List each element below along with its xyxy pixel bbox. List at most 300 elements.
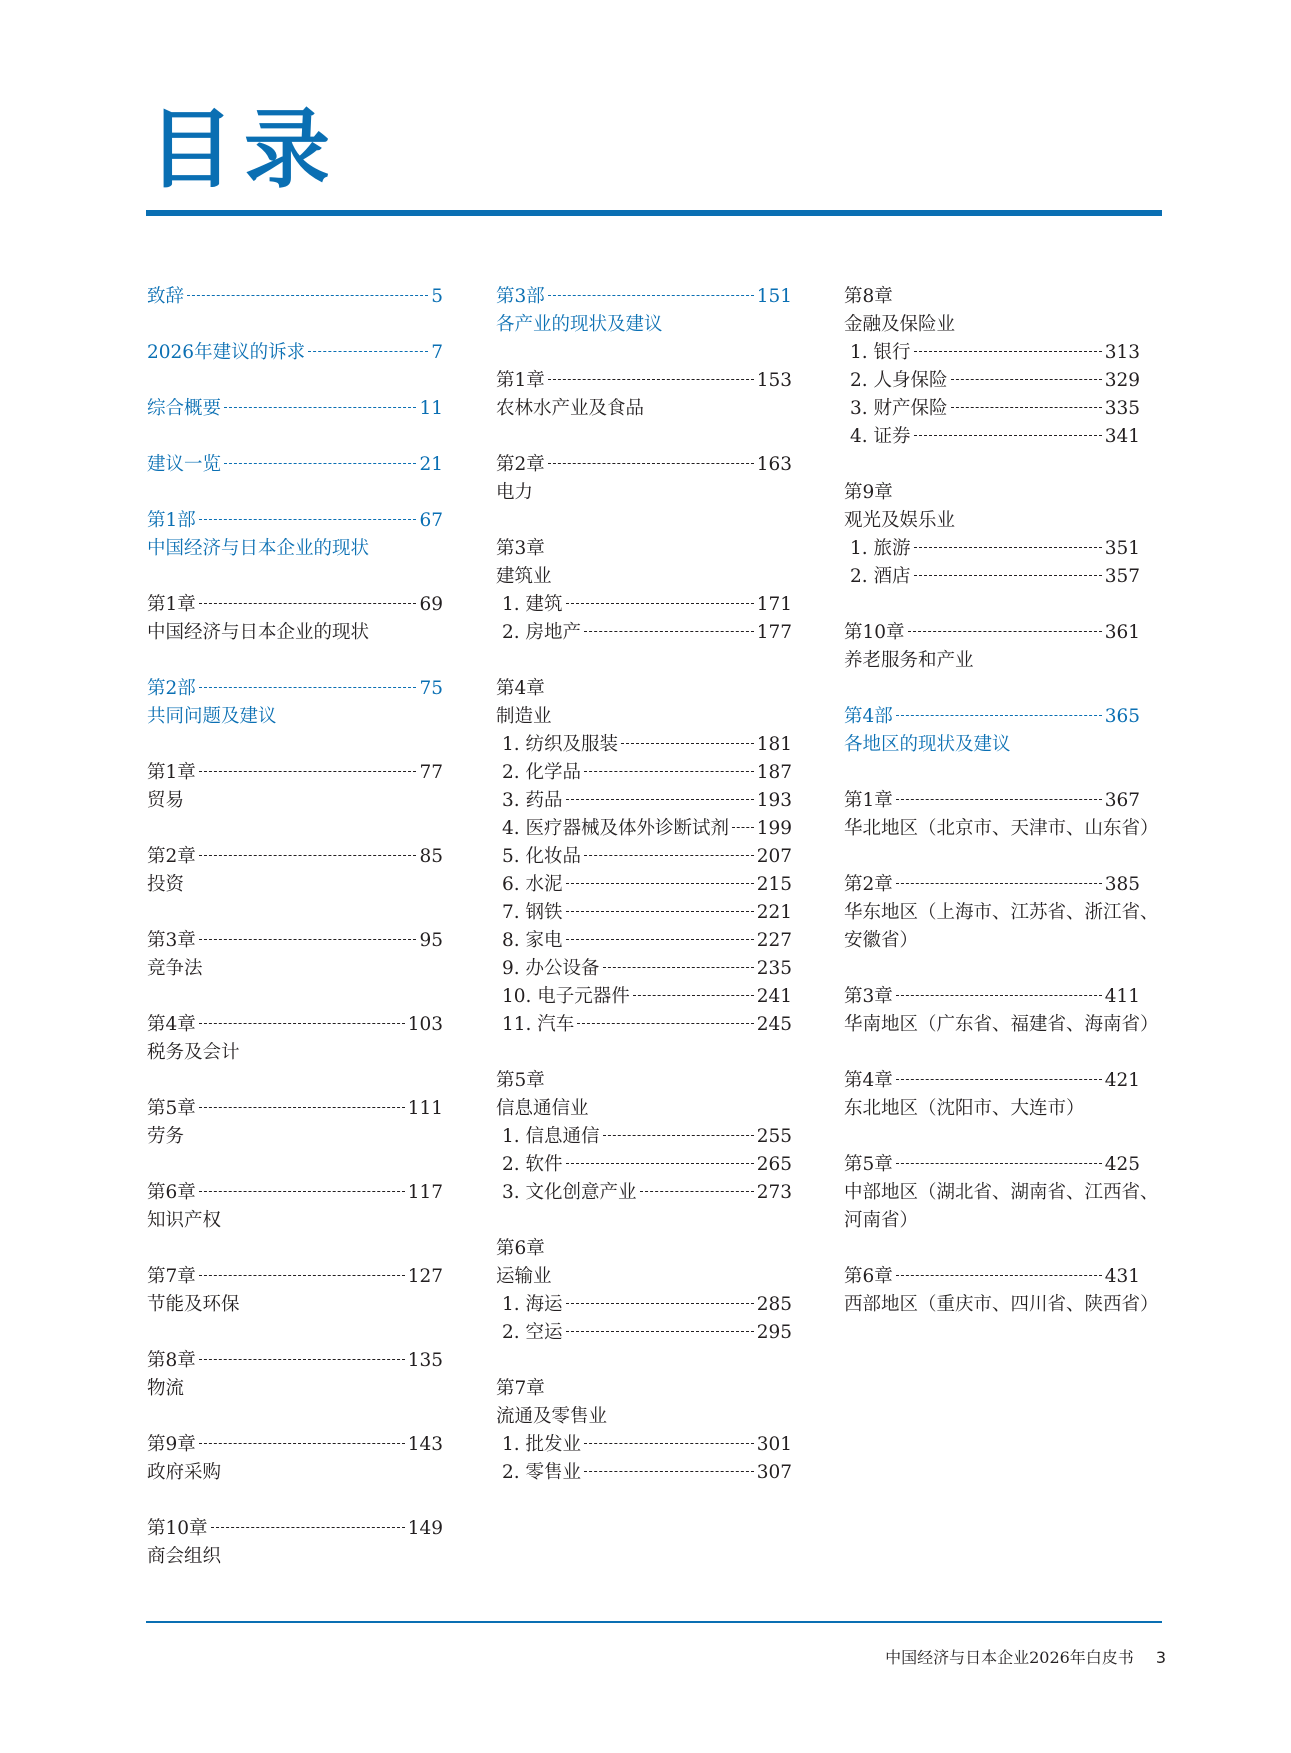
toc-entry-label: 第3章 bbox=[496, 538, 545, 559]
dot-leader bbox=[584, 771, 754, 772]
toc-entry bbox=[147, 339, 443, 367]
toc-entry-label: 第1章 bbox=[496, 370, 545, 391]
toc-entry-heading[interactable] bbox=[496, 675, 792, 703]
toc-page-number: 255 bbox=[756, 1126, 792, 1147]
toc-entry-label: 第3章 bbox=[147, 930, 196, 951]
toc-entry bbox=[147, 1095, 443, 1151]
toc-entry-heading[interactable] bbox=[844, 1151, 1140, 1179]
dot-leader bbox=[908, 631, 1102, 632]
dot-leader bbox=[896, 1163, 1102, 1164]
toc-entry-subtitle: 华东地区（上海市、江苏省、浙江省、 bbox=[844, 902, 1159, 923]
toc-entry-label: 1. 建筑 bbox=[502, 594, 563, 615]
toc-page-number: 151 bbox=[756, 286, 792, 307]
dot-leader bbox=[566, 603, 754, 604]
dot-leader bbox=[187, 295, 428, 296]
toc-subentry[interactable] bbox=[844, 339, 1140, 367]
toc-page-number: 75 bbox=[419, 678, 443, 699]
toc-entry bbox=[496, 535, 792, 647]
toc-entry-heading[interactable] bbox=[147, 451, 443, 479]
toc-entry bbox=[147, 1431, 443, 1487]
dot-leader bbox=[199, 1191, 405, 1192]
toc-page-number: 273 bbox=[756, 1182, 792, 1203]
toc-page-number: 365 bbox=[1104, 706, 1140, 727]
toc-entry-subtitle: 东北地区（沈阳市、大连市） bbox=[844, 1098, 1085, 1119]
toc-entry-heading[interactable] bbox=[844, 871, 1140, 899]
toc-entry bbox=[147, 1179, 443, 1235]
toc-page-number: 181 bbox=[756, 734, 792, 755]
toc-entry-label: 4. 证券 bbox=[850, 426, 911, 447]
toc-entry-label: 2026年建议的诉求 bbox=[147, 342, 306, 363]
toc-entry-heading[interactable] bbox=[496, 535, 792, 563]
page-footer bbox=[885, 1647, 1166, 1669]
toc-page-number: 127 bbox=[407, 1266, 443, 1287]
toc-entry-heading[interactable] bbox=[844, 1263, 1140, 1291]
toc-entry-heading[interactable] bbox=[147, 927, 443, 955]
toc-entry-subtitle: 运输业 bbox=[496, 1266, 552, 1287]
dot-leader bbox=[548, 463, 754, 464]
toc-entry-heading[interactable] bbox=[147, 1431, 443, 1459]
toc-column-1 bbox=[147, 283, 443, 1599]
dot-leader bbox=[224, 407, 416, 408]
toc-entry-label: 5. 化妆品 bbox=[502, 846, 582, 867]
toc-page-number: 199 bbox=[756, 818, 792, 839]
toc-entry-label: 第5章 bbox=[844, 1154, 893, 1175]
toc-entry-label: 第8章 bbox=[844, 286, 893, 307]
toc-page-number: 235 bbox=[756, 958, 792, 979]
toc-page-number: 357 bbox=[1104, 566, 1140, 587]
toc-entry-label: 第4章 bbox=[496, 678, 545, 699]
toc-page-number: 285 bbox=[756, 1294, 792, 1315]
dot-leader bbox=[914, 351, 1102, 352]
toc-entry-label: 第1章 bbox=[844, 790, 893, 811]
dot-leader bbox=[199, 687, 417, 688]
toc-page-number: 411 bbox=[1104, 986, 1140, 1007]
dot-leader bbox=[566, 1303, 754, 1304]
toc-entry-subtitle: 中国经济与日本企业的现状 bbox=[147, 538, 370, 559]
toc-entry bbox=[844, 787, 1159, 843]
toc-entry-subtitle: 商会组织 bbox=[147, 1546, 222, 1567]
dot-leader bbox=[603, 967, 754, 968]
toc-column-3 bbox=[844, 283, 1159, 1347]
toc-entry-heading[interactable] bbox=[147, 283, 443, 311]
dot-leader bbox=[621, 743, 754, 744]
toc-page-number: 335 bbox=[1104, 398, 1140, 419]
toc-entry-label: 第7章 bbox=[147, 1266, 196, 1287]
toc-entry-heading[interactable] bbox=[844, 619, 1140, 647]
toc-subentry[interactable] bbox=[496, 1011, 792, 1039]
toc-entry-label: 2. 房地产 bbox=[502, 622, 582, 643]
toc-entry-heading[interactable] bbox=[147, 1515, 443, 1543]
toc-entry-label: 第5章 bbox=[147, 1098, 196, 1119]
toc-entry-label: 3. 财产保险 bbox=[850, 398, 948, 419]
toc-entry-subtitle: 节能及环保 bbox=[147, 1294, 240, 1315]
toc-entry-subtitle: 西部地区（重庆市、四川省、陕西省） bbox=[844, 1294, 1159, 1315]
toc-entry-subtitle: 贸易 bbox=[147, 790, 185, 811]
toc-page-number: 11 bbox=[419, 398, 443, 419]
toc-page-number: 421 bbox=[1104, 1070, 1140, 1091]
toc-subentry[interactable] bbox=[496, 1431, 792, 1459]
dot-leader bbox=[640, 1191, 754, 1192]
dot-leader bbox=[566, 939, 754, 940]
toc-entry-label: 9. 办公设备 bbox=[502, 958, 600, 979]
toc-entry-subtitle: 金融及保险业 bbox=[844, 314, 956, 335]
toc-page-number: 207 bbox=[756, 846, 792, 867]
dot-leader bbox=[566, 883, 754, 884]
toc-page-number: 187 bbox=[756, 762, 792, 783]
toc-subentry[interactable] bbox=[496, 759, 792, 787]
toc-page-number: 329 bbox=[1104, 370, 1140, 391]
toc-entry-heading[interactable] bbox=[147, 843, 443, 871]
toc-subentry[interactable] bbox=[496, 871, 792, 899]
toc-entry bbox=[147, 591, 443, 647]
toc-subentry[interactable] bbox=[496, 1151, 792, 1179]
toc-entry-label: 2. 人身保险 bbox=[850, 370, 948, 391]
toc-page-number: 69 bbox=[419, 594, 443, 615]
toc-entry-label: 8. 家电 bbox=[502, 930, 563, 951]
toc-entry-label: 1. 纺织及服装 bbox=[502, 734, 619, 755]
dot-leader bbox=[199, 855, 417, 856]
toc-entry-label: 第1部 bbox=[147, 510, 196, 531]
toc-entry-heading[interactable] bbox=[147, 339, 443, 367]
toc-entry bbox=[147, 1347, 443, 1403]
toc-entry bbox=[147, 283, 443, 311]
toc-page-number: 341 bbox=[1104, 426, 1140, 447]
page-title: 目录 bbox=[148, 100, 340, 200]
toc-entry-label: 3. 药品 bbox=[502, 790, 563, 811]
dot-leader bbox=[951, 379, 1102, 380]
toc-entry-subtitle: 知识产权 bbox=[147, 1210, 222, 1231]
toc-entry-label: 10. 电子元器件 bbox=[502, 986, 630, 1007]
toc-entry bbox=[496, 1067, 792, 1207]
dot-leader bbox=[577, 1023, 753, 1024]
toc-entry bbox=[147, 927, 443, 983]
toc-entry-subtitle: 建筑业 bbox=[496, 566, 552, 587]
toc-entry-subtitle: 华北地区（北京市、天津市、山东省） bbox=[844, 818, 1159, 839]
toc-entry-heading[interactable] bbox=[844, 1067, 1140, 1095]
toc-entry-subtitle: 税务及会计 bbox=[147, 1042, 240, 1063]
toc-entry-heading[interactable] bbox=[147, 759, 443, 787]
dot-leader bbox=[633, 995, 754, 996]
toc-subentry[interactable] bbox=[844, 563, 1140, 591]
toc-page-number: 425 bbox=[1104, 1154, 1140, 1175]
toc-page-number: 221 bbox=[756, 902, 792, 923]
toc-entry-subtitle: 农林水产业及食品 bbox=[496, 398, 645, 419]
toc-entry bbox=[844, 283, 1140, 451]
toc-entry bbox=[496, 675, 792, 1039]
toc-entry-label: 综合概要 bbox=[147, 398, 222, 419]
toc-entry-label: 第3部 bbox=[496, 286, 545, 307]
title-divider bbox=[146, 210, 1162, 216]
dot-leader bbox=[732, 827, 754, 828]
toc-entry bbox=[496, 1235, 792, 1347]
toc-entry-label: 第2部 bbox=[147, 678, 196, 699]
toc-column-2 bbox=[496, 283, 792, 1515]
toc-entry-heading[interactable] bbox=[147, 1347, 443, 1375]
toc-entry bbox=[147, 675, 443, 731]
toc-entry-label: 2. 化学品 bbox=[502, 762, 582, 783]
toc-entry-label: 3. 文化创意产业 bbox=[502, 1182, 637, 1203]
toc-entry bbox=[844, 871, 1159, 955]
toc-entry-label: 第9章 bbox=[844, 482, 893, 503]
toc-entry-label: 致辞 bbox=[147, 286, 185, 307]
dot-leader bbox=[584, 631, 754, 632]
toc-entry-label: 2. 零售业 bbox=[502, 1462, 582, 1483]
toc-page-number: 85 bbox=[419, 846, 443, 867]
dot-leader bbox=[211, 1527, 405, 1528]
toc-entry-heading[interactable] bbox=[496, 1235, 792, 1263]
toc-entry-subtitle: 投资 bbox=[147, 874, 185, 895]
toc-page-number: 431 bbox=[1104, 1266, 1140, 1287]
toc-entry-subtitle: 养老服务和产业 bbox=[844, 650, 974, 671]
dot-leader bbox=[896, 1275, 1102, 1276]
dot-leader bbox=[896, 995, 1102, 996]
dot-leader bbox=[914, 435, 1102, 436]
toc-page-number: 313 bbox=[1104, 342, 1140, 363]
toc-subentry[interactable] bbox=[844, 423, 1140, 451]
toc-entry-label: 第1章 bbox=[147, 762, 196, 783]
footer-page-number: 3 bbox=[1155, 1648, 1166, 1667]
toc-entry bbox=[844, 983, 1159, 1039]
toc-entry-label: 2. 软件 bbox=[502, 1154, 563, 1175]
toc-subentry[interactable] bbox=[844, 395, 1140, 423]
toc-entry-heading[interactable] bbox=[147, 1179, 443, 1207]
toc-page-number: 135 bbox=[407, 1350, 443, 1371]
toc-entry-label: 1. 信息通信 bbox=[502, 1126, 600, 1147]
toc-entry-heading[interactable] bbox=[496, 283, 792, 311]
toc-entry bbox=[147, 1263, 443, 1319]
toc-entry-label: 4. 医疗器械及体外诊断试剂 bbox=[502, 818, 730, 839]
toc-subentry[interactable] bbox=[496, 787, 792, 815]
toc-page-number: 241 bbox=[756, 986, 792, 1007]
toc-entry-heading[interactable] bbox=[844, 787, 1140, 815]
toc-subentry[interactable] bbox=[844, 367, 1140, 395]
toc-subentry[interactable] bbox=[496, 927, 792, 955]
dot-leader bbox=[566, 1331, 754, 1332]
toc-entry-label: 建议一览 bbox=[147, 454, 222, 475]
toc-entry-subtitle: 各地区的现状及建议 bbox=[844, 734, 1011, 755]
dot-leader bbox=[914, 547, 1102, 548]
dot-leader bbox=[199, 1443, 405, 1444]
toc-entry-heading[interactable] bbox=[147, 507, 443, 535]
dot-leader bbox=[584, 1471, 754, 1472]
toc-subentry[interactable] bbox=[496, 1123, 792, 1151]
toc-entry-subtitle: 劳务 bbox=[147, 1126, 185, 1147]
toc-entry bbox=[496, 283, 792, 339]
toc-entry-subtitle: 各产业的现状及建议 bbox=[496, 314, 663, 335]
dot-leader bbox=[199, 939, 417, 940]
toc-entry bbox=[496, 1375, 792, 1487]
toc-entry bbox=[844, 703, 1140, 759]
dot-leader bbox=[199, 519, 417, 520]
toc-entry-label: 第2章 bbox=[844, 874, 893, 895]
toc-page-number: 367 bbox=[1104, 790, 1140, 811]
toc-entry bbox=[147, 451, 443, 479]
toc-entry-heading[interactable] bbox=[147, 1011, 443, 1039]
toc-page-number: 111 bbox=[407, 1098, 443, 1119]
toc-entry-subtitle: 竞争法 bbox=[147, 958, 203, 979]
dot-leader bbox=[548, 295, 754, 296]
footer-publication-title: 中国经济与日本企业2026年白皮书 bbox=[885, 1648, 1134, 1667]
toc-entry-heading[interactable] bbox=[844, 479, 1140, 507]
toc-page-number: 7 bbox=[431, 342, 443, 363]
dot-leader bbox=[566, 1163, 754, 1164]
toc-entry bbox=[844, 1151, 1159, 1235]
toc-subentry[interactable] bbox=[496, 591, 792, 619]
toc-entry-subtitle: 观光及娱乐业 bbox=[844, 510, 956, 531]
toc-page-number: 67 bbox=[419, 510, 443, 531]
dot-leader bbox=[199, 1107, 405, 1108]
toc-entry-heading[interactable] bbox=[496, 451, 792, 479]
toc-entry-label: 6. 水泥 bbox=[502, 874, 563, 895]
toc-entry-label: 11. 汽车 bbox=[502, 1014, 575, 1035]
toc-page-number: 351 bbox=[1104, 538, 1140, 559]
dot-leader bbox=[199, 771, 417, 772]
toc-entry-subtitle: 政府采购 bbox=[147, 1462, 222, 1483]
toc-page-number: 245 bbox=[756, 1014, 792, 1035]
toc-entry bbox=[147, 843, 443, 899]
toc-entry-label: 第7章 bbox=[496, 1378, 545, 1399]
toc-entry-label: 第6章 bbox=[844, 1266, 893, 1287]
toc-entry bbox=[147, 1011, 443, 1067]
toc-entry bbox=[844, 1263, 1159, 1319]
toc-page-number: 227 bbox=[756, 930, 792, 951]
toc-subentry[interactable] bbox=[496, 815, 792, 843]
toc-page-number: 171 bbox=[756, 594, 792, 615]
toc-entry-label: 第4章 bbox=[844, 1070, 893, 1091]
toc-entry-subtitle: 中国经济与日本企业的现状 bbox=[147, 622, 370, 643]
dot-leader bbox=[566, 911, 754, 912]
toc-entry bbox=[496, 451, 792, 507]
toc-entry-subtitle: 制造业 bbox=[496, 706, 552, 727]
toc-subentry[interactable] bbox=[496, 843, 792, 871]
toc-page-number: 265 bbox=[756, 1154, 792, 1175]
toc-page-number: 103 bbox=[407, 1014, 443, 1035]
toc-subentry[interactable] bbox=[496, 955, 792, 983]
toc-entry-label: 2. 空运 bbox=[502, 1322, 563, 1343]
toc-entry-heading[interactable] bbox=[844, 983, 1140, 1011]
toc-entry-heading[interactable] bbox=[147, 591, 443, 619]
toc-entry-heading[interactable] bbox=[844, 283, 1140, 311]
toc-page-number: 77 bbox=[419, 762, 443, 783]
toc-entry-label: 第10章 bbox=[844, 622, 905, 643]
toc-page-number: 177 bbox=[756, 622, 792, 643]
toc-entry-label: 第6章 bbox=[147, 1182, 196, 1203]
toc-page-number: 295 bbox=[756, 1322, 792, 1343]
toc-subentry[interactable] bbox=[844, 535, 1140, 563]
dot-leader bbox=[603, 1135, 754, 1136]
toc-entry-label: 第10章 bbox=[147, 1518, 208, 1539]
dot-leader bbox=[896, 715, 1102, 716]
toc-entry-label: 第4部 bbox=[844, 706, 893, 727]
dot-leader bbox=[199, 1275, 405, 1276]
toc-entry-subtitle: 流通及零售业 bbox=[496, 1406, 608, 1427]
toc-entry bbox=[147, 507, 443, 563]
toc-entry bbox=[147, 1515, 443, 1571]
toc-page-number: 163 bbox=[756, 454, 792, 475]
toc-entry-subtitle: 中部地区（湖北省、湖南省、江西省、 bbox=[844, 1182, 1159, 1203]
dot-leader bbox=[951, 407, 1102, 408]
toc-subentry[interactable] bbox=[496, 619, 792, 647]
toc-entry-heading[interactable] bbox=[147, 395, 443, 423]
toc-entry-heading[interactable] bbox=[496, 1375, 792, 1403]
toc-page-number: 153 bbox=[756, 370, 792, 391]
toc-subentry[interactable] bbox=[496, 1179, 792, 1207]
toc-subentry[interactable] bbox=[496, 983, 792, 1011]
toc-page-number: 385 bbox=[1104, 874, 1140, 895]
toc-entry-subtitle: 安徽省） bbox=[844, 930, 919, 951]
toc-page-number: 149 bbox=[407, 1518, 443, 1539]
toc-entry-label: 第8章 bbox=[147, 1350, 196, 1371]
toc-entry-subtitle: 信息通信业 bbox=[496, 1098, 589, 1119]
toc-page-number: 5 bbox=[431, 286, 443, 307]
dot-leader bbox=[199, 603, 417, 604]
toc-page-number: 95 bbox=[419, 930, 443, 951]
toc-entry bbox=[844, 619, 1140, 675]
dot-leader bbox=[566, 799, 754, 800]
toc-page-number: 307 bbox=[756, 1462, 792, 1483]
toc-entry-label: 第9章 bbox=[147, 1434, 196, 1455]
toc-page-number: 21 bbox=[419, 454, 443, 475]
toc-entry-label: 1. 旅游 bbox=[850, 538, 911, 559]
dot-leader bbox=[896, 1079, 1102, 1080]
toc-page-number: 143 bbox=[407, 1434, 443, 1455]
toc-entry bbox=[844, 479, 1140, 591]
dot-leader bbox=[584, 1443, 754, 1444]
toc-page-number: 301 bbox=[756, 1434, 792, 1455]
toc-entry-label: 第2章 bbox=[147, 846, 196, 867]
toc-subentry[interactable] bbox=[496, 1319, 792, 1347]
toc-entry-heading[interactable] bbox=[844, 703, 1140, 731]
toc-entry-label: 第2章 bbox=[496, 454, 545, 475]
dot-leader bbox=[224, 463, 416, 464]
footer-divider bbox=[146, 1621, 1162, 1623]
toc-entry-heading[interactable] bbox=[147, 675, 443, 703]
toc-entry-label: 第4章 bbox=[147, 1014, 196, 1035]
toc-entry-subtitle: 电力 bbox=[496, 482, 534, 503]
toc-page-number: 193 bbox=[756, 790, 792, 811]
toc-entry-label: 第3章 bbox=[844, 986, 893, 1007]
toc-entry-subtitle: 河南省） bbox=[844, 1210, 919, 1231]
dot-leader bbox=[896, 799, 1102, 800]
toc-entry-label: 1. 海运 bbox=[502, 1294, 563, 1315]
dot-leader bbox=[896, 883, 1102, 884]
toc-subentry[interactable] bbox=[496, 731, 792, 759]
toc-page-number: 361 bbox=[1104, 622, 1140, 643]
toc-entry-heading[interactable] bbox=[496, 367, 792, 395]
toc-entry-heading[interactable] bbox=[147, 1263, 443, 1291]
toc-entry-subtitle: 华南地区（广东省、福建省、海南省） bbox=[844, 1014, 1159, 1035]
toc-entry-label: 2. 酒店 bbox=[850, 566, 911, 587]
toc-page-number: 215 bbox=[756, 874, 792, 895]
dot-leader bbox=[199, 1359, 405, 1360]
dot-leader bbox=[548, 379, 754, 380]
toc-entry-heading[interactable] bbox=[496, 1067, 792, 1095]
toc-entry-label: 1. 银行 bbox=[850, 342, 911, 363]
dot-leader bbox=[308, 351, 428, 352]
toc-entry bbox=[844, 1067, 1140, 1123]
toc-entry-heading[interactable] bbox=[147, 1095, 443, 1123]
toc-entry-subtitle: 物流 bbox=[147, 1378, 185, 1399]
toc-subentry[interactable] bbox=[496, 1459, 792, 1487]
toc-entry-subtitle: 共同问题及建议 bbox=[147, 706, 277, 727]
toc-subentry[interactable] bbox=[496, 1291, 792, 1319]
toc-entry-label: 第6章 bbox=[496, 1238, 545, 1259]
toc-entry bbox=[496, 367, 792, 423]
dot-leader bbox=[199, 1023, 405, 1024]
toc-entry-label: 第5章 bbox=[496, 1070, 545, 1091]
toc-subentry[interactable] bbox=[496, 899, 792, 927]
toc-entry bbox=[147, 759, 443, 815]
